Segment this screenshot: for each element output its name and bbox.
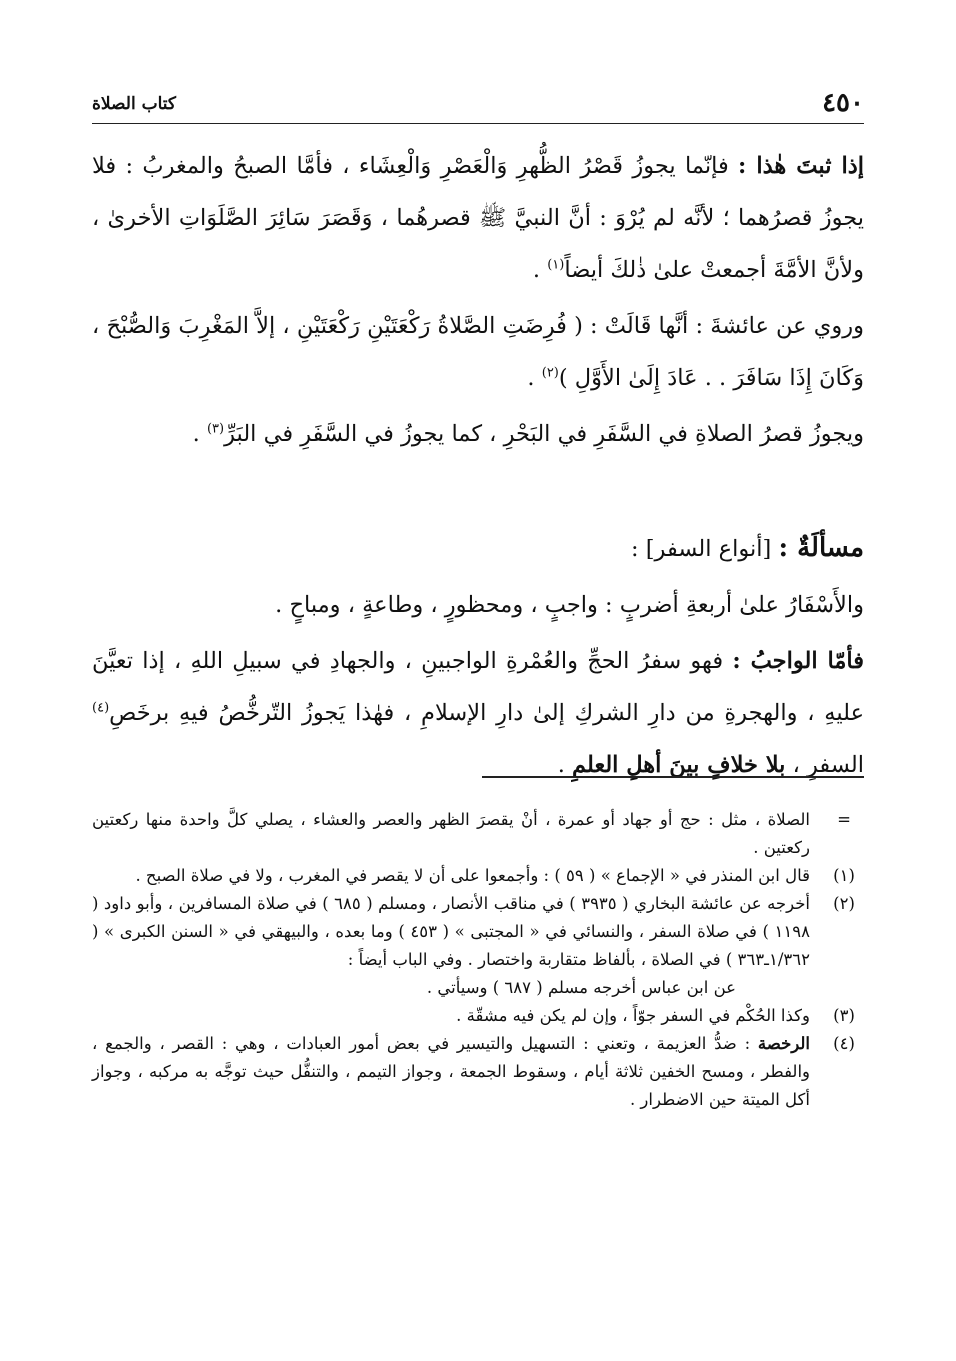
paragraph-tail: .: [527, 365, 542, 391]
paragraph-text-continued: السفرِ ،: [785, 752, 864, 778]
main-text: [92, 140, 864, 795]
paragraph-lead: فأمّا الواجبُ :: [732, 648, 864, 674]
footnote-lead: الرخصة: [757, 1034, 810, 1053]
paragraph-tail: .: [192, 421, 207, 447]
heading-lead: مسألَةٌ :: [778, 533, 864, 563]
paragraph-text: فهو سفرُ الحجِّ والعُمْرةِ الواجبينِ ، والجهادِ في سبيلِ اللهِ ، إذا تعيَّنَ عليهِ ، والهجرةِ من دارِ الشركِ إلىٰ دارِ الإسلامِ ، فهٰذا يَجوزُ التّرخُّصُ فيهِ برخَصِ: [92, 648, 864, 726]
footnote-continuation: [92, 806, 864, 862]
paragraph-text: وروي عن عائشةَ : أنَّها قَالَتْ : ( فُرِضَتِ الصَّلاةُ رَكْعَتَيْنِ رَكْعَتَيْنِ ، إلاَّ المَغْرِبَ وَالصُّبْحَ ، وَكَانَ إِذَا سَافَرَ . . عَادَ إِلَىٰ الأَوَّلِ ): [92, 313, 864, 391]
paragraph-sea-travel: [92, 408, 864, 460]
paragraph-text: والأَسْفَارُ علىٰ أربعةِ أضربٍ : واجبٍ ، ومحظورٍ ، وطاعةٍ ، ومباحٍ .: [275, 592, 864, 618]
section-heading: [92, 522, 864, 575]
paragraph-tail: .: [532, 257, 548, 283]
footnote-ref-3[interactable]: (٣): [206, 421, 225, 437]
footnote-4: [92, 1030, 864, 1114]
page-number: ٤٥٠: [822, 88, 864, 118]
footnote-marker: (٣): [833, 1006, 855, 1025]
footnote-2: [92, 890, 864, 1002]
paragraph-travel-types: [92, 579, 864, 631]
paragraph-text: فإنّما يجوزُ قَصْرُ الظُّهرِ وَالْعَصْرِ وَالْعِشَاء ، فأمَّا الصبحُ والمغربُ : فلا يجوزُ قصرُهما ؛ لأنَّه لم يُرْوَ : أنَّ النبيَّ ﷺ قصرهُما ، وَقَصَرَ سَائِرَ الصَّلَوَاتِ الأخرىٰ ، ولأنَّ الأمَّةَ أجمعتْ علىٰ ذٰلكَ أيضاً: [92, 153, 864, 283]
paragraph-obligatory: [92, 635, 864, 791]
book-title: كتاب الصلاة: [92, 94, 177, 114]
footnote-ref-4[interactable]: (٤): [92, 700, 110, 716]
paragraph-conclusion: [92, 140, 864, 296]
paragraph-emphasis: بلا خلافٍ بينَ أهلِ العلمِ: [572, 752, 786, 778]
footnote-text: وكذا الحُكْم في السفر جوّاً ، وإن لم يكن فيه مشقّة .: [456, 1006, 810, 1025]
footnote-1: [92, 862, 864, 890]
footnote-marker: =: [837, 810, 851, 829]
footnote-text: أخرجه عن عائشة البخاري ( ٣٩٣٥ ) في مناقب الأنصار ، ومسلم ( ٦٨٥ ) في صلاة المسافرين ، وأبو داود ( ١١٩٨ ) في صلاة السفر ، والنسائي في « المجتبى » ( ٤٥٣ ) وما بعده ، والبيهقي في « السنن الكبرى » ( ١/٣٦٢ـ٣٦٣ ) في الصلاة ، بألفاظ متقاربة واختصار . وفي الباب أيضاً :: [92, 894, 811, 969]
footnote-marker: (٤): [833, 1034, 855, 1053]
footnote-subline: عن ابن عباس أخرجه مسلم ( ٦٨٧ ) وسيأتي .: [426, 978, 736, 997]
footnote-ref-2[interactable]: (٢): [541, 365, 559, 381]
paragraph-lead: إذا ثبتَ هٰذا :: [738, 153, 864, 179]
paragraph-text: ويجوزُ قصرُ الصلاةِ في السَّفَرِ في البَحْرِ ، كما يجوزُ في السَّفَرِ في البَرِّ: [224, 421, 864, 447]
footnote-marker: (١): [833, 866, 855, 885]
paragraph-aisha-hadith: [92, 300, 864, 404]
paragraph-tail: .: [557, 752, 573, 778]
header-rule: [92, 123, 864, 124]
footnote-marker: (٢): [833, 894, 855, 913]
footnote-rule: [482, 776, 864, 778]
heading-text: [أنواع السفر] :: [631, 536, 779, 562]
footnotes: [92, 806, 864, 1114]
footnote-3: [92, 1002, 864, 1030]
footnote-text: قال ابن المنذر في « الإجماع » ( ٥٩ ) : وأجمعوا على أن لا يقصر في المغرب ، ولا في صلاة الصبح .: [135, 866, 810, 885]
footnote-ref-1[interactable]: (١): [547, 257, 565, 273]
page-header: [92, 84, 864, 122]
footnote-text: : ضدُّ العزيمة ، وتعني : التسهيل والتيسير في بعض أمور العبادات ، وهي : القصر ، والجمع ، والفطر ، ومسح الخفين ثلاثة أيام ، وسقوط الجمعة ، وجواز التيمم ، والتنفُّل حيث توجَّه به مركبه ، وجواز أكل الميتة حين الاضطرار .: [92, 1034, 810, 1109]
section-gap: [92, 464, 864, 522]
footnote-text: الصلاة ، مثل : حج أو جهاد أو عمرة ، أنْ يقصرَ الظهر والعصر والعشاء ، يصلي كلَّ واحدة منها ركعتين ركعتين .: [92, 810, 810, 857]
